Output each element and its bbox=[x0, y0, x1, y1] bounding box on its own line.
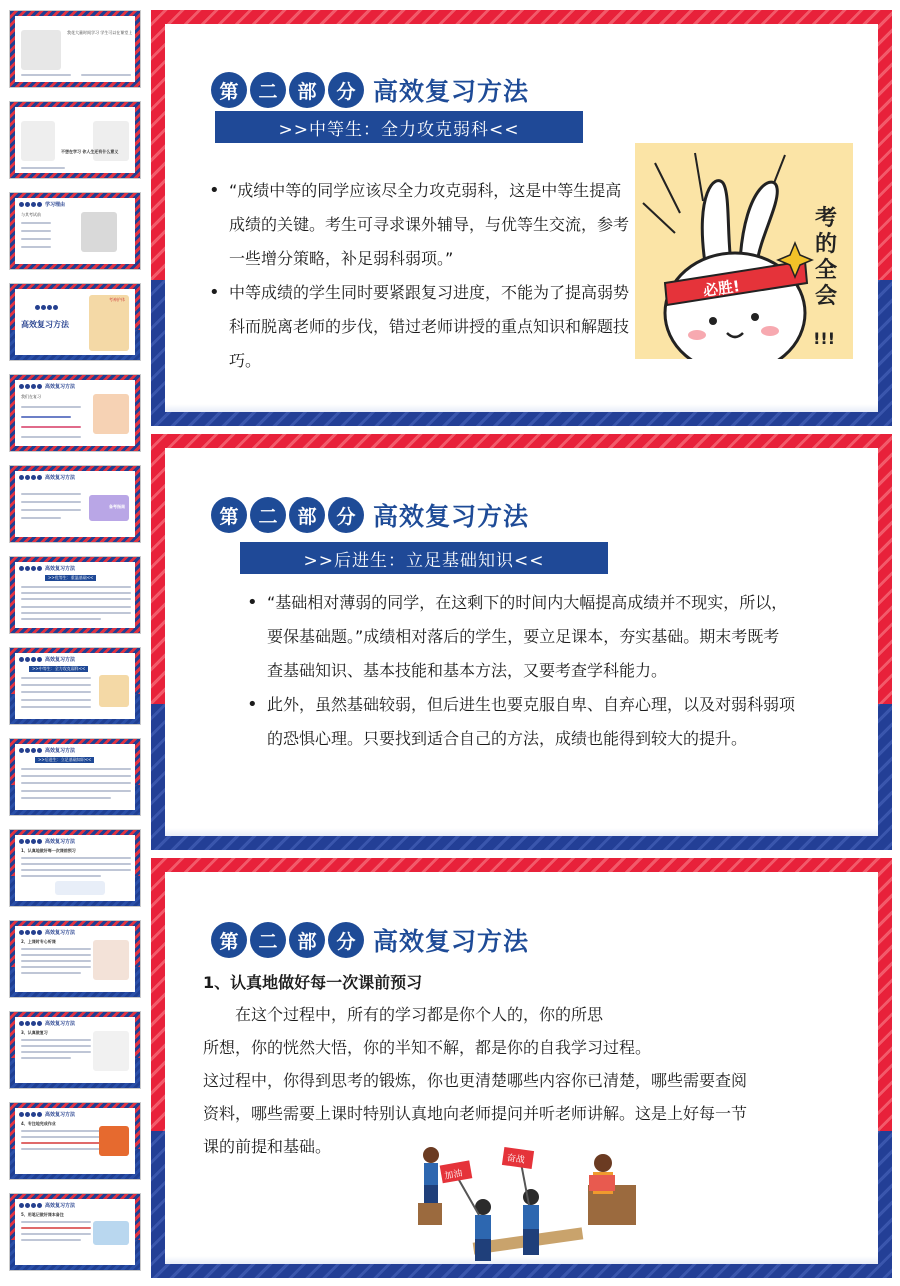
slide-thumbnail[interactable]: 高效复习方法 考神护体 bbox=[9, 283, 141, 361]
section-circle: 分 bbox=[328, 497, 364, 533]
section-title: 高效复习方法 bbox=[373, 502, 530, 531]
rabbit-illustration bbox=[635, 143, 853, 359]
flag-text: 加油 bbox=[443, 1168, 464, 1182]
slide-thumbnail[interactable]: 高效复习方法 >>优等生：重温基础<< bbox=[9, 556, 141, 634]
section-circle: 部 bbox=[289, 497, 325, 533]
slide-middle-students bbox=[151, 10, 892, 426]
bullet-list bbox=[207, 174, 637, 378]
method-subheading: 1、认真地做好每一次课前预习 bbox=[203, 973, 423, 992]
headband-text: 必胜! bbox=[701, 277, 741, 300]
slide-weak-students bbox=[151, 434, 892, 850]
bullet-list bbox=[245, 586, 795, 756]
section-header bbox=[211, 922, 529, 958]
slide-thumbnail[interactable]: 高效复习方法 4、专注地完成作业 bbox=[9, 1102, 141, 1180]
section-circle: 分 bbox=[328, 72, 364, 108]
section-header bbox=[211, 497, 529, 533]
section-circle: 部 bbox=[289, 72, 325, 108]
slide-thumbnail[interactable]: 高效复习方法 备考指南 bbox=[9, 465, 141, 543]
section-circle: 二 bbox=[250, 497, 286, 533]
slide-banner: >>后进生：立足基础知识<< bbox=[240, 542, 608, 574]
slide-thumbnail[interactable]: 高效复习方法 5、用笔记做好课本备注 bbox=[9, 1193, 141, 1271]
paragraph-line: 这过程中，你得到思考的锻炼，你也更清楚哪些内容你已清楚，哪些需要查阅 bbox=[203, 1071, 748, 1090]
slide-thumbnail[interactable]: 高效复习方法 2、上课时专心听课 bbox=[9, 920, 141, 998]
exclaim-text: !!! bbox=[813, 329, 835, 348]
paragraph-line: 资料，哪些需要上课时特别认真地向老师提问并听老师讲解。这是上好每一节 bbox=[203, 1104, 748, 1123]
slide-thumbnail[interactable]: 高效复习方法 3、认真做复习 bbox=[9, 1011, 141, 1089]
bullet-item: • 中等成绩的学生同时要紧跟复习进度，不能为了提高弱势科而脱离老师的步伐，错过老师讲授的重点知识和解题技巧。 bbox=[207, 276, 637, 378]
slide-thumbnail[interactable]: 高效复习方法 >>后进生：立足基础知识<< bbox=[9, 738, 141, 816]
bullet-item: • “基础相对薄弱的同学，在这剩下的时间内大幅提高成绩并不现实，所以，要保基础题。”成绩相对落后的学生，要立足课本，夯实基础。期末考既考查基础知识、基本技能和基本方法，又要考查学科能力。 bbox=[245, 586, 795, 688]
paragraph-line: 在这个过程中，所有的学习都是你个人的，你的所思 bbox=[235, 1005, 604, 1024]
slide-thumbnail[interactable]: 不想在学习 你人生还有什么意义 bbox=[9, 101, 141, 179]
bullet-item: • “成绩中等的同学应该尽全力攻克弱科，这是中等生提高成绩的关键。考生可寻求课外辅导，与优等生交流，参考一些增分策略，补足弱科弱项。” bbox=[207, 174, 637, 276]
section-title: 高效复习方法 bbox=[373, 77, 530, 106]
paragraph-line: 课的前提和基础。 bbox=[203, 1137, 332, 1156]
slide-thumbnail[interactable]: 高效复习方法 >>中等生：全力攻克弱科<< bbox=[9, 647, 141, 725]
slide-thumbnail[interactable]: 高效复习方法 1、认真地做好每一次课前预习 bbox=[9, 829, 141, 907]
slide-preview-method bbox=[151, 858, 892, 1278]
section-circle: 分 bbox=[328, 922, 364, 958]
students-illustration bbox=[403, 1135, 653, 1265]
section-circle: 第 bbox=[211, 922, 247, 958]
slide-banner: >>中等生：全力攻克弱科<< bbox=[215, 111, 583, 143]
bullet-item: • 此外，虽然基础较弱，但后进生也要克服自卑、自弃心理，以及对弱科弱项的恐惧心理。只要找到适合自己的方法，成绩也能得到较大的提升。 bbox=[245, 688, 795, 756]
slide-thumbnail-panel bbox=[0, 0, 148, 1286]
flag-text: 奋战 bbox=[506, 1153, 526, 1166]
slide-thumbnail[interactable]: 我花大量时间学习 学生可以在课堂上 bbox=[9, 10, 141, 88]
section-circle: 二 bbox=[250, 72, 286, 108]
section-circle: 第 bbox=[211, 72, 247, 108]
section-title: 高效复习方法 bbox=[373, 927, 530, 956]
paragraph-line: 所想，你的恍然大悟，你的半知不解，都是你的自我学习过程。 bbox=[203, 1038, 652, 1057]
section-header bbox=[211, 72, 529, 108]
slide-thumbnail[interactable]: 学习理由 与其考试前 bbox=[9, 192, 141, 270]
section-circle: 二 bbox=[250, 922, 286, 958]
slide-thumbnail[interactable]: 高效复习方法 我们在复习 bbox=[9, 374, 141, 452]
section-circle: 第 bbox=[211, 497, 247, 533]
section-circle: 部 bbox=[289, 922, 325, 958]
side-text: 考的全会 bbox=[815, 205, 838, 309]
